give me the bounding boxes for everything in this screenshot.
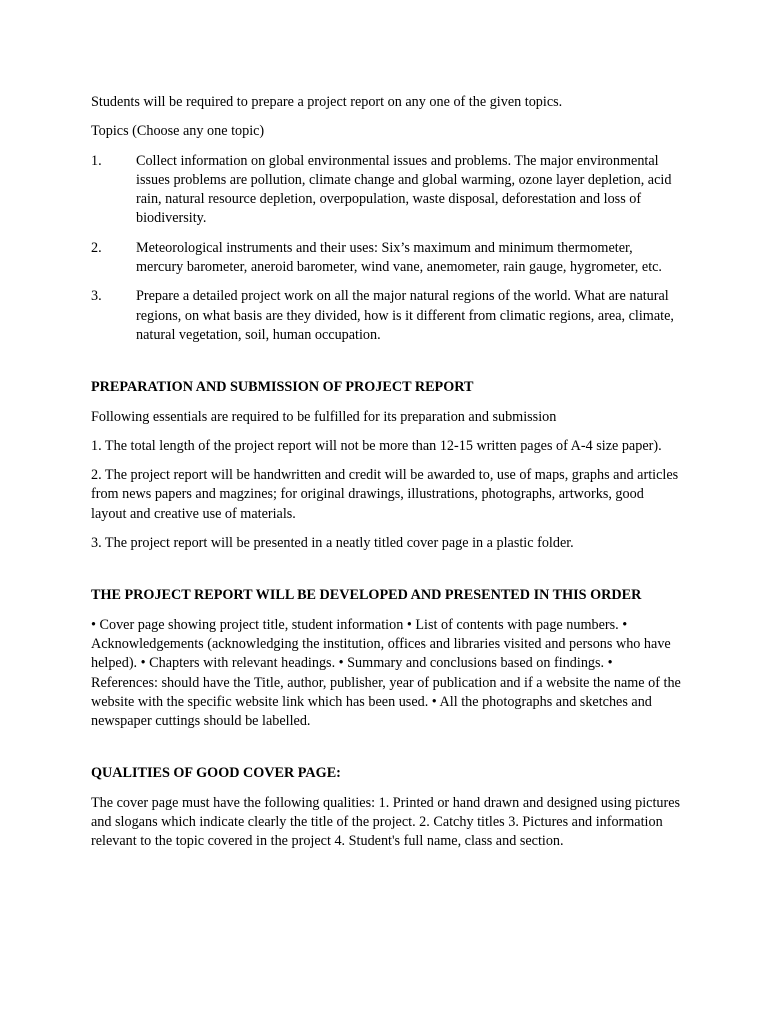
- topic-number: 3.: [91, 288, 102, 305]
- topic-item: [91, 287, 681, 345]
- cover-body: The cover page must have the following qualities: 1. Printed or hand drawn and designed using pictures and slogans which indicate clearly the title of the project. 2. Catchy titles 3. Pictures and information relevant to the topic covered in the project 4. Student's full name, class and section.: [91, 794, 681, 850]
- preparation-point: 1. The total length of the project report will not be more than 12-15 written pages of A-4 size paper).: [91, 437, 662, 454]
- topic-item: [91, 152, 681, 229]
- topics-list: [91, 152, 681, 346]
- intro-paragraph: Students will be required to prepare a project report on any one of the given topics.: [91, 94, 563, 110]
- preparation-heading: PREPARATION AND SUBMISSION OF PROJECT REPORT: [91, 379, 474, 396]
- topic-number: 1.: [91, 152, 102, 169]
- topic-text: Meteorological instruments and their uses: Six’s maximum and minimum thermometer, mercury barometer, aneroid barometer, wind vane, anemometer, rain gauge, hygrometer, etc.: [136, 239, 662, 276]
- topic-item: [91, 239, 681, 278]
- topic-text: Collect information on global environmental issues and problems. The major environmental issues problems are pollution, climate change and global warming, ozone layer depletion, acid rain, natural resource depletion, overpopulation, waste disposal, deforestation and loss of biodiversity.: [136, 152, 672, 227]
- topics-heading: Topics (Choose any one topic): [91, 123, 265, 140]
- document-page: [91, 93, 681, 862]
- preparation-point: 3. The project report will be presented in a neatly titled cover page in a plastic folder.: [91, 535, 574, 552]
- topic-number: 2.: [91, 239, 102, 256]
- order-heading: THE PROJECT REPORT WILL BE DEVELOPED AND PRESENTED IN THIS ORDER: [91, 587, 642, 604]
- cover-heading: QUALITIES OF GOOD COVER PAGE:: [91, 765, 341, 782]
- preparation-point: 2. The project report will be handwritten and credit will be awarded to, use of maps, graphs and articles from news papers and magzines; for original drawings, illustrations, photographs, artworks, good layout and creative use of materials.: [91, 467, 679, 522]
- preparation-lead: Following essentials are required to be fulfilled for its preparation and submission: [91, 408, 557, 425]
- topic-text: Prepare a detailed project work on all the major natural regions of the world. What are natural regions, on what basis are they divided, how is it different from climatic regions, area, climate, natural vegetation, soil, human occupation.: [136, 288, 674, 343]
- order-body: • Cover page showing project title, student information • List of contents with page numbers. • Acknowledgements (acknowledging the institution, offices and libraries visited and persons who have helped). • Chapters with relevant headings. • Summary and conclusions based on findings. • References: should have the Title, author, publisher, year of publication and if a website the name of the website with the specific website link which has been used. • All the photographs and sketches and newspaper cuttings should be labelled.: [91, 616, 681, 730]
